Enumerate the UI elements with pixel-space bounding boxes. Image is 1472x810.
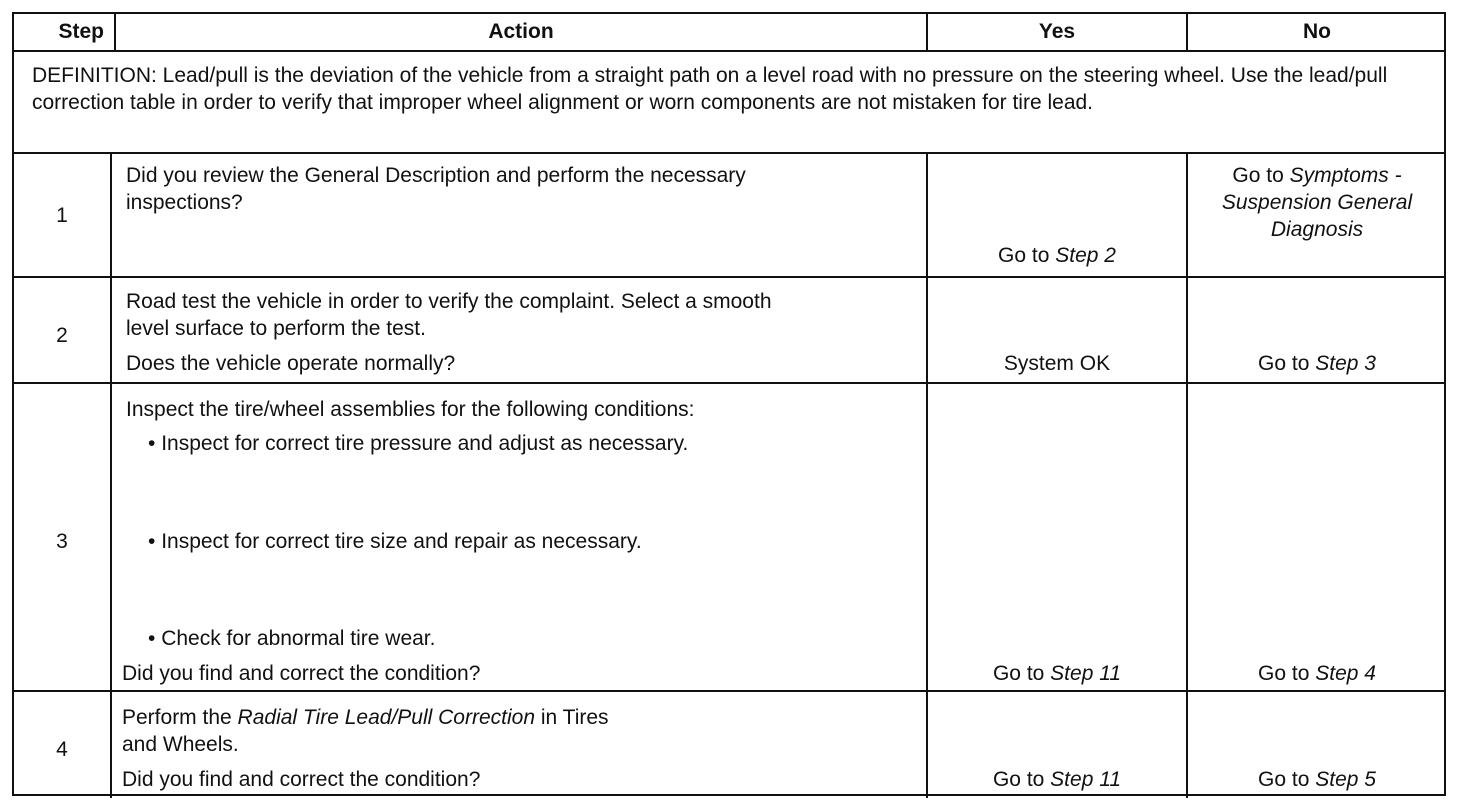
action-line: inspections? [126, 191, 243, 214]
no-result-link: Step 5 [1315, 768, 1376, 791]
no-result-link: Suspension General [1221, 191, 1413, 214]
diagnostic-table [12, 12, 1446, 796]
no-result [1188, 660, 1446, 687]
no-result [1188, 162, 1446, 189]
action-question: Did you find and correct the condition? [122, 662, 481, 685]
no-result-text: Go to [1258, 768, 1316, 791]
yes-result-text: Go to [992, 662, 1051, 685]
col-divider [1186, 152, 1188, 798]
bullet-icon: • [148, 627, 162, 650]
step-number: 4 [56, 738, 68, 761]
step-number: 2 [56, 324, 68, 347]
no-result [1188, 350, 1446, 377]
no-result-text: Go to [1232, 164, 1290, 187]
no-result-link: Diagnosis [1270, 218, 1364, 241]
col-divider [110, 152, 112, 798]
definition-divider [14, 152, 1444, 154]
bullet-icon: • [148, 432, 162, 455]
action-text: Perform the [122, 706, 238, 729]
row-divider [14, 382, 1444, 384]
bullet-text: Check for abnormal tire wear. [161, 627, 436, 650]
no-result-line [1188, 189, 1446, 216]
yes-result-text: Go to [998, 244, 1056, 267]
no-result-line [1188, 216, 1446, 243]
bullet-item [148, 430, 688, 457]
action-question: Did you find and correct the condition? [122, 768, 481, 791]
header-no: No [1303, 20, 1331, 43]
row-divider [14, 690, 1444, 692]
yes-result [928, 766, 1186, 793]
header-yes: Yes [1038, 20, 1076, 43]
yes-result-link: Step 11 [1050, 768, 1122, 791]
action-link: Radial Tire Lead/Pull Correction [237, 706, 536, 729]
yes-result-text: Go to [992, 768, 1051, 791]
action-line [122, 704, 609, 731]
step-number: 1 [56, 204, 68, 227]
yes-result [928, 242, 1186, 269]
action-intro: Inspect the tire/wheel assemblies for the following conditions: [126, 398, 695, 421]
definition-text: DEFINITION: Lead/pull is the deviation of the vehicle from a straight path on a level road with no pressure on the steering wheel. Use the lead/pull correction table in order to verify that improper wheel alignment or worn components are not mistaken for tire lead. [32, 64, 1388, 114]
no-result-link: Step 4 [1315, 662, 1376, 685]
action-question: Does the vehicle operate normally? [126, 352, 456, 375]
no-result-text: Go to [1258, 662, 1316, 685]
action-line: level surface to perform the test. [126, 317, 426, 340]
no-result-text: Go to [1258, 352, 1316, 375]
step-number: 3 [56, 530, 68, 553]
bullet-icon: • [148, 530, 162, 553]
header-step: Step [58, 20, 104, 43]
bullet-item [148, 625, 435, 652]
header-action: Action [488, 20, 554, 43]
action-line: Road test the vehicle in order to verify the complaint. Select a smooth [126, 290, 772, 313]
row-divider [14, 276, 1444, 278]
no-result [1188, 766, 1446, 793]
bullet-text: Inspect for correct tire size and repair as necessary. [161, 530, 642, 553]
header-divider [14, 50, 1444, 52]
bullet-item [148, 528, 642, 555]
bullet-text: Inspect for correct tire pressure and adjust as necessary. [161, 432, 689, 455]
no-result-link: Symptoms - [1289, 164, 1402, 187]
no-result-link: Step 3 [1315, 352, 1376, 375]
action-line: Did you review the General Description and perform the necessary [126, 164, 746, 187]
action-text: in Tires [535, 706, 609, 729]
yes-result-link: Step 11 [1050, 662, 1122, 685]
yes-result-link: Step 2 [1055, 244, 1116, 267]
yes-result [928, 660, 1186, 687]
yes-result: System OK [1003, 352, 1111, 375]
action-line: and Wheels. [122, 733, 239, 756]
